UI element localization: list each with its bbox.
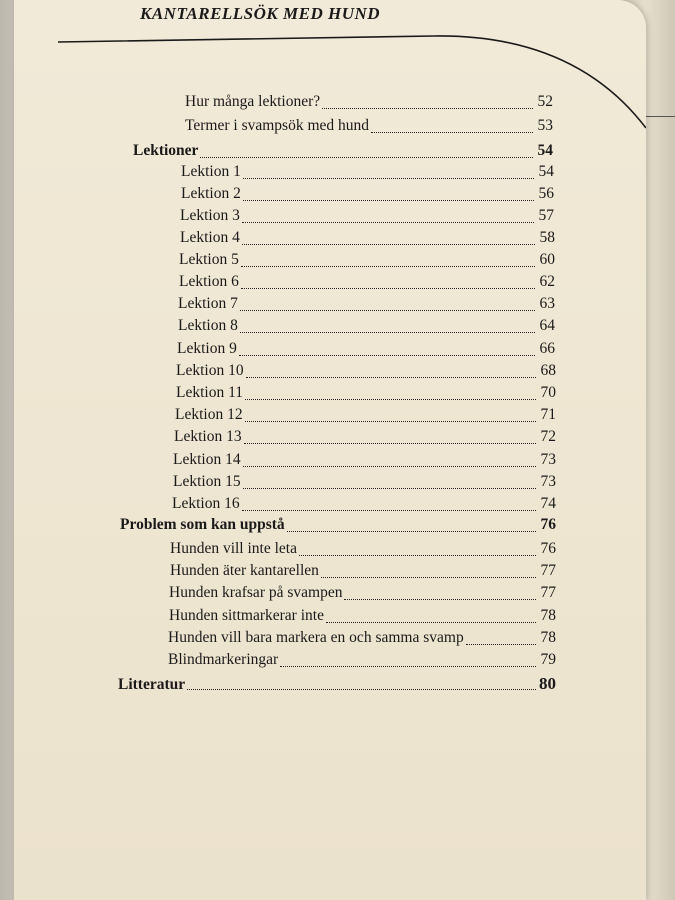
toc-entry-title: Termer i svampsök med hund — [185, 117, 370, 134]
dot-leader — [244, 443, 536, 444]
toc-entry — [175, 406, 556, 426]
toc-entry-title: Lektion 12 — [175, 406, 243, 423]
toc-entry-page: 79 — [540, 651, 556, 668]
toc-entry — [179, 273, 555, 293]
toc-entry — [181, 163, 554, 183]
toc-entry-title: Lektion 16 — [172, 495, 240, 512]
running-title: KANTARELLSÖK MED HUND — [140, 4, 381, 23]
toc-entry — [181, 185, 554, 205]
toc-entry-page: 53 — [537, 117, 553, 134]
toc-entry-page: 64 — [539, 317, 555, 334]
dot-leader — [242, 510, 536, 511]
toc-entry-page: 71 — [540, 406, 556, 423]
dot-leader — [344, 599, 536, 600]
toc-entry-title: Hur många lektioner? — [185, 93, 321, 110]
toc-section-title: Problem som kan uppstå — [120, 516, 285, 533]
dot-leader — [243, 466, 536, 467]
toc-entry-page: 54 — [538, 163, 554, 180]
dot-leader — [246, 377, 536, 378]
dot-leader — [299, 555, 536, 556]
toc-entry-title: Hunden vill inte leta — [170, 540, 297, 557]
dot-leader — [240, 332, 535, 333]
toc-entry-page: 57 — [538, 207, 554, 224]
toc-entry-page: 73 — [540, 451, 556, 468]
toc-section-page: 54 — [537, 142, 553, 159]
toc-section-page: 76 — [540, 516, 556, 533]
book-page — [14, 0, 646, 900]
toc-entry-title: Lektion 2 — [181, 185, 241, 202]
toc-entry — [168, 629, 556, 649]
toc-entry-page: 63 — [539, 295, 555, 312]
toc-entry — [176, 384, 556, 404]
toc-entry — [168, 651, 556, 671]
toc-entry-title: Lektion 14 — [173, 451, 241, 468]
toc-entry-page: 52 — [537, 93, 553, 110]
toc-entry-title: Hunden vill bara markera en och samma svamp — [168, 629, 464, 646]
toc-entry — [174, 428, 556, 448]
toc-entry — [179, 251, 555, 271]
toc-entry-page: 58 — [539, 229, 555, 246]
toc-entry-page: 73 — [540, 473, 556, 490]
dot-leader — [243, 488, 536, 489]
dot-leader — [187, 689, 536, 690]
toc-entry-title: Lektion 3 — [180, 207, 240, 224]
dot-leader — [321, 577, 536, 578]
toc-section-title: Lektioner — [133, 142, 199, 159]
toc-entry-title: Lektion 13 — [174, 428, 242, 445]
toc-entry-page: 66 — [539, 340, 555, 357]
dot-leader — [242, 222, 534, 223]
table-of-contents — [14, 0, 646, 900]
dot-leader — [200, 157, 533, 158]
dot-leader — [243, 200, 534, 201]
toc-entry-page: 76 — [540, 540, 556, 557]
dot-leader — [371, 132, 533, 133]
dot-leader — [287, 531, 536, 532]
toc-entry-title: Hunden äter kantarellen — [170, 562, 319, 579]
toc-entry-title: Lektion 10 — [176, 362, 244, 379]
dot-leader — [280, 666, 536, 667]
toc-entry — [180, 229, 555, 249]
toc-entry-page: 77 — [540, 562, 556, 579]
dot-leader — [241, 288, 535, 289]
dot-leader — [466, 644, 536, 645]
dot-leader — [241, 266, 535, 267]
toc-entry-page: 60 — [539, 251, 555, 268]
dot-leader — [242, 244, 535, 245]
dot-leader — [245, 399, 536, 400]
toc-entry-page: 78 — [540, 629, 556, 646]
toc-entry-title: Lektion 4 — [180, 229, 240, 246]
toc-entry-title: Hunden sittmarkerar inte — [169, 607, 324, 624]
toc-section — [120, 516, 556, 536]
toc-entry-page: 68 — [540, 362, 556, 379]
toc-entry-page: 77 — [540, 584, 556, 601]
toc-entry — [169, 584, 556, 604]
toc-section — [133, 142, 553, 162]
toc-entry — [178, 317, 555, 337]
toc-entry-page: 62 — [539, 273, 555, 290]
toc-entry — [169, 607, 556, 627]
toc-entry — [180, 207, 554, 227]
toc-entry-page: 70 — [540, 384, 556, 401]
toc-entry — [172, 495, 556, 515]
dot-leader — [245, 421, 536, 422]
toc-entry-title: Lektion 5 — [179, 251, 239, 268]
dot-leader — [240, 310, 535, 311]
toc-entry-page: 74 — [540, 495, 556, 512]
toc-entry-title: Lektion 9 — [177, 340, 237, 357]
toc-entry-title: Lektion 7 — [178, 295, 238, 312]
toc-entry — [170, 540, 556, 560]
toc-entry — [170, 562, 556, 582]
toc-entry-title: Lektion 6 — [179, 273, 239, 290]
toc-entry-page: 56 — [538, 185, 554, 202]
toc-entry-title: Lektion 8 — [178, 317, 238, 334]
toc-entry-title: Lektion 11 — [176, 384, 244, 401]
toc-entry-title: Lektion 15 — [173, 473, 241, 490]
dot-leader — [243, 178, 534, 179]
toc-entry-page: 72 — [540, 428, 556, 445]
toc-entry — [173, 451, 556, 471]
toc-entry-title: Blindmarkeringar — [168, 651, 279, 668]
toc-entry — [176, 362, 556, 382]
toc-entry-title: Hunden krafsar på svampen — [169, 584, 343, 601]
toc-entry — [173, 473, 556, 493]
dot-leader — [326, 622, 536, 623]
toc-entry — [185, 93, 553, 113]
toc-section-title: Litteratur — [118, 676, 186, 693]
toc-entry — [178, 295, 555, 315]
toc-entry — [185, 117, 553, 137]
toc-entry-page: 78 — [540, 607, 556, 624]
dot-leader — [239, 355, 535, 356]
dot-leader — [322, 108, 533, 109]
toc-entry-title: Lektion 1 — [181, 163, 241, 180]
toc-entry — [177, 340, 555, 360]
toc-section-page: 80 — [539, 674, 556, 693]
toc-section — [118, 674, 556, 694]
